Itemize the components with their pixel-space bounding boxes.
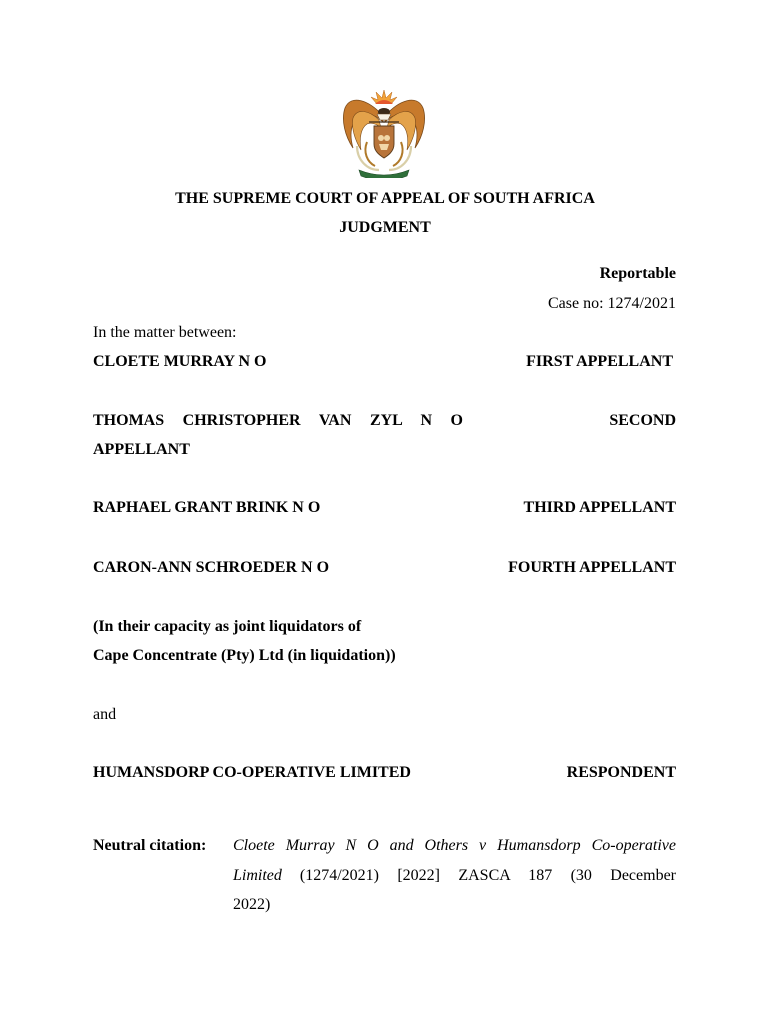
citation-title-line-1: Cloete Murray N O and Others v Humansdorp Co-operative [233, 837, 676, 854]
and-separator: and [93, 706, 117, 723]
citation-line-2 [233, 866, 676, 886]
party-role-1: FIRST APPELLANT [526, 353, 673, 370]
citation-reference: (1274/2021) [2022] ZASCA 187 (30 December [299, 867, 676, 884]
party-role-4: FOURTH APPELLANT [508, 559, 676, 576]
capacity-line-2: Cape Concentrate (Pty) Ltd (in liquidation)) [93, 647, 396, 664]
coat-of-arms-icon [339, 86, 429, 178]
respondent-role: RESPONDENT [566, 764, 676, 781]
reportable-label: Reportable [599, 265, 676, 282]
court-title: THE SUPREME COURT OF APPEAL OF SOUTH AFRICA [175, 190, 595, 207]
party-name-2: THOMAS CHRISTOPHER VAN ZYL N O [93, 412, 463, 429]
party-role-3: THIRD APPELLANT [523, 499, 676, 516]
party-name-3: RAPHAEL GRANT BRINK N O [93, 499, 321, 516]
citation-title-line-2: Limited [233, 867, 282, 884]
party-name-4: CARON-ANN SCHROEDER N O [93, 559, 330, 576]
party-role-2-continuation: APPELLANT [93, 441, 190, 458]
citation-label: Neutral citation: [93, 837, 207, 854]
capacity-line-1: (In their capacity as joint liquidators of [93, 618, 362, 635]
respondent-name: HUMANSDORP CO-OPERATIVE LIMITED [93, 764, 411, 781]
matter-between: In the matter between: [93, 324, 237, 341]
party-role-2: SECOND [609, 412, 676, 429]
judgment-heading: JUDGMENT [339, 219, 431, 236]
case-number: Case no: 1274/2021 [548, 295, 676, 312]
party-name-1: CLOETE MURRAY N O [93, 353, 267, 370]
citation-line-3: 2022) [233, 896, 271, 913]
